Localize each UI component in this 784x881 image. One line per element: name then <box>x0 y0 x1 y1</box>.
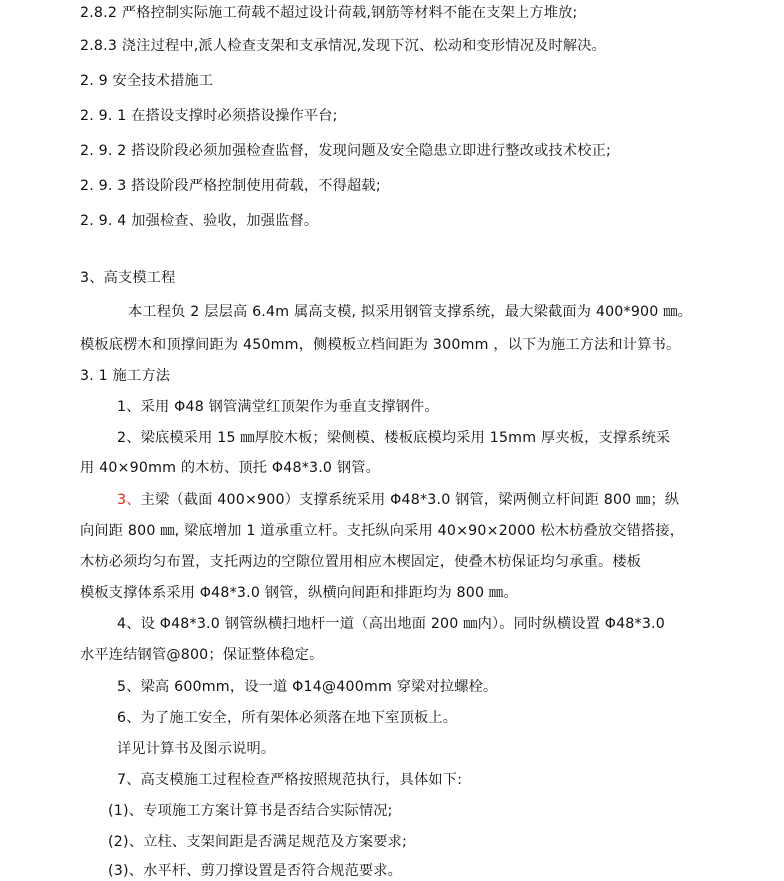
item-3-text: 主梁（截面 400×900）支撑系统采用 Φ48*3.0 钢管，梁两侧立杆间距 800 ㎜；纵 <box>140 492 680 508</box>
item-3-line-4: 模板支撑体系采用 Φ48*3.0 钢管，纵横向间距和排距均为 800 ㎜。 <box>80 585 518 601</box>
section-3-heading: 3、高支模工程 <box>80 270 176 286</box>
item-3-number: 3、 <box>117 492 141 508</box>
item-3-line-3: 木枋必须均匀布置，支托两边的空隙位置用相应木楔固定，使叠木枋保证均匀承重。楼板 <box>80 554 642 570</box>
see-calculation-note: 详见计算书及图示说明。 <box>117 741 276 757</box>
item-2-line-2: 用 40×90mm 的木枋、顶托 Φ48*3.0 钢管。 <box>80 460 381 476</box>
intro-paragraph-line-2: 模板底楞木和顶撑间距为 450mm，侧模板立档间距为 300mm ，以下为施工方法和计算书。 <box>80 337 681 353</box>
item-6: 6、为了施工安全，所有架体必须落在地下室顶板上。 <box>117 710 458 726</box>
clause-2-9-3: 2. 9. 3 搭设阶段严格控制使用荷载，不得超载; <box>80 178 381 194</box>
clause-2-8-2: 2.8.2 严格控制实际施工荷载不超过设计荷载,钢筋等材料不能在支架上方堆放; <box>80 5 578 21</box>
check-item-1: (1)、专项施工方案计算书是否结合实际情况; <box>108 803 393 819</box>
clause-2-9-1: 2. 9. 1 在搭设支撑时必须搭设操作平台; <box>80 108 338 124</box>
check-item-2: (2)、立柱、支架间距是否满足规范及方案要求; <box>108 834 408 850</box>
item-4-line-1: 4、设 Φ48*3.0 钢管纵横扫地杆一道（高出地面 200 ㎜内）。同时纵横设置 Φ48*3.0 <box>117 616 665 632</box>
clause-2-8-3: 2.8.3 浇注过程中,派人检查支架和支承情况,发现下沉、松动和变形情况及时解决。 <box>80 38 607 54</box>
section-2-9-heading: 2. 9 安全技术措施工 <box>80 73 214 89</box>
clause-2-9-2: 2. 9. 2 搭设阶段必须加强检查监督，发现问题及安全隐患立即进行整改或技术校正; <box>80 143 611 159</box>
item-4-line-2: 水平连结钢管@800；保证整体稳定。 <box>80 647 324 663</box>
item-3-line-2: 向间距 800 ㎜, 梁底增加 1 道承重立杆。支托纵向采用 40×90×2000 松木枋叠放交错搭接， <box>80 523 685 539</box>
item-7: 7、高支模施工过程检查严格按照规范执行，具体如下: <box>117 772 463 788</box>
check-item-3: (3)、水平杆、剪刀撑设置是否符合规范要求。 <box>108 863 403 879</box>
item-5: 5、梁高 600mm，设一道 Φ14@400mm 穿梁对拉螺栓。 <box>117 679 498 695</box>
item-3-line-1 <box>117 490 679 510</box>
item-1: 1、采用 Φ48 钢管满堂红顶架作为垂直支撑钢件。 <box>117 399 439 415</box>
clause-2-9-4: 2. 9. 4 加强检查、验收，加强监督。 <box>80 213 319 229</box>
section-3-1-heading: 3. 1 施工方法 <box>80 368 171 384</box>
item-2-line-1: 2、梁底模采用 15 ㎜厚胶木板；梁侧模、楼板底模均采用 15mm 厚夹板，支撑系统采 <box>117 430 671 446</box>
intro-paragraph-line-1: 本工程负 2 层层高 6.4m 属高支模, 拟采用钢管支撑系统，最大梁截面为 400*900 ㎜。 <box>128 304 692 320</box>
